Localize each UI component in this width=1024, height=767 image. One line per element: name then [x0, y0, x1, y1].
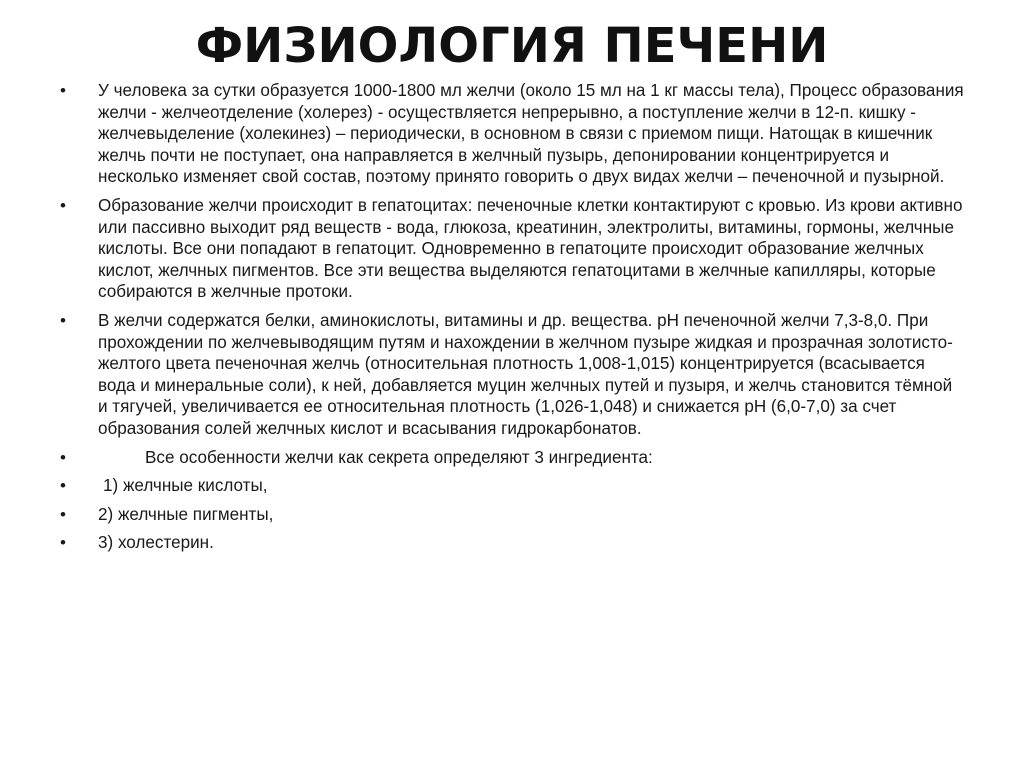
- bullet-item-1: [60, 80, 965, 188]
- bullet-text: У человека за сутки образуется 1000-1800 мл желчи (около 15 мл на 1 кг массы тела), Процесс образования желчи - желчеотделение (холерез) - осуществляется непрерывно, а поступление желчи в 12-п. кишку - желчевыделение (холекинез) – периодически, в основном в связи с приемом пищи. Натощак в кишечник желчь почти не поступает, она направляется в желчный пузырь, депонировании концентрируется и несколько изменяет свой состав, поэтому принято говорить о двух видах желчи – печеночной и пузырной.: [98, 81, 964, 187]
- bullet-item-2: [60, 195, 965, 303]
- bullet-dot-icon: •: [60, 476, 66, 496]
- bullet-text: Все особенности желчи как секрета определяют 3 ингредиента:: [145, 447, 653, 467]
- bullet-item-3: [60, 310, 965, 440]
- bullet-list: [60, 80, 965, 561]
- bullet-item-5: [60, 475, 965, 497]
- bullet-dot-icon: •: [60, 447, 66, 467]
- bullet-dot-icon: •: [60, 310, 66, 330]
- bullet-item-4: [60, 447, 965, 469]
- bullet-text: 2) желчные пигменты,: [98, 504, 274, 524]
- slide-title: ФИЗИОЛОГИЯ ПЕЧЕНИ: [195, 18, 829, 74]
- bullet-text: Образование желчи происходит в гепатоцитах: печеночные клетки контактируют с кровью. Из крови активно или пассивно выходит ряд веществ - вода, глюкоза, креатинин, электролиты, витамины, гормоны, желчные кислоты. Все они попадают в гепатоцит. Одновременно в гепатоците происходит образование желчных кислот, желчных пигментов. Все эти вещества выделяются гепатоцитами в желчные капилляры, которые собираются в желчные протоки.: [98, 195, 963, 302]
- bullet-text: 3) холестерин.: [98, 533, 214, 553]
- bullet-dot-icon: •: [60, 81, 66, 100]
- bullet-dot-icon: •: [60, 504, 66, 524]
- bullet-text: 1) желчные кислоты,: [103, 476, 268, 496]
- bullet-dot-icon: •: [60, 533, 66, 553]
- bullet-item-7: [60, 532, 965, 554]
- bullet-dot-icon: •: [60, 195, 66, 215]
- bullet-text: В желчи содержатся белки, аминокислоты, витамины и др. вещества. pH печеночной желчи 7,3-8,0. При прохождении по желчевыводящим путям и нахождении в желчном пузыре жидкая и прозрачная золотисто-желтого цвета печеночная желчь (относительная плотность 1,008-1,015) концентрируется (всасывается вода и минеральные соли), к ней, добавляется муцин желчных путей и пузыря, и желчь становится тёмной и тягучей, увеличивается ее относительная плотность (1,026-1,048) и снижается pH (6,0-7,0) за счет образования солей желчных кислот и всасывания гидрокарбонатов.: [98, 310, 953, 438]
- bullet-item-6: [60, 504, 965, 526]
